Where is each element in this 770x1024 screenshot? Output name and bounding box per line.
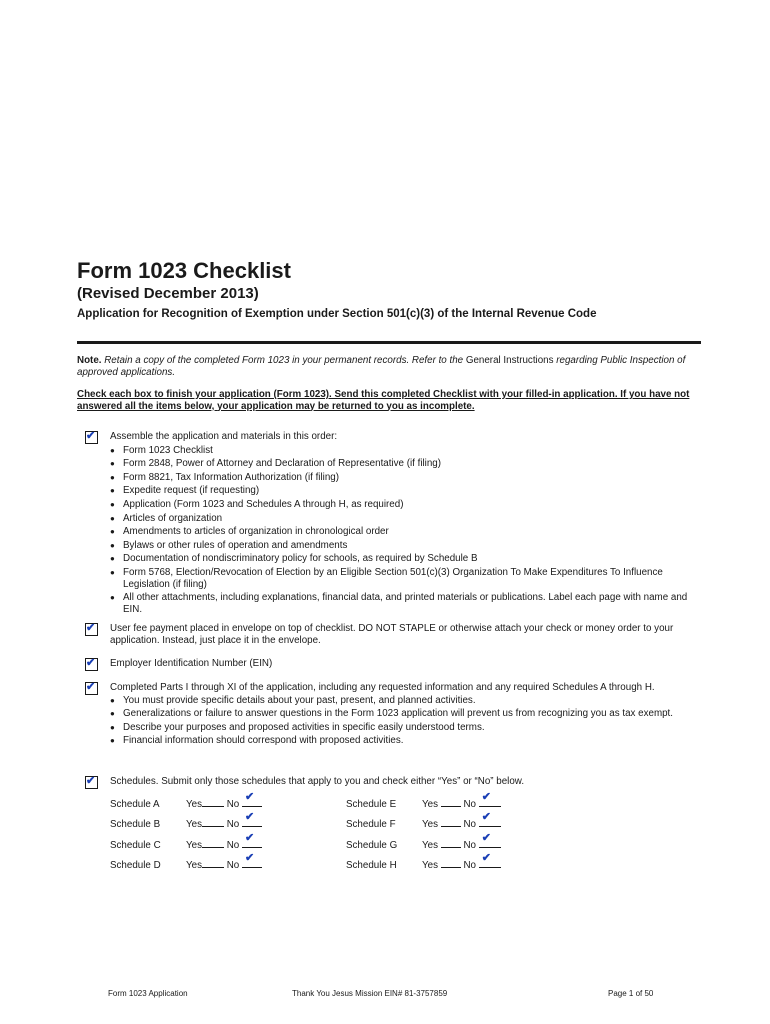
checkmark-icon: ✔: [481, 852, 491, 864]
no-label: No: [226, 860, 240, 871]
no-label: No: [226, 819, 240, 830]
no-label: No: [463, 819, 476, 830]
yes-label: Yes: [186, 840, 202, 851]
yes-answer-field[interactable]: [441, 796, 461, 807]
checkmark-icon: ✔: [481, 832, 491, 844]
footer-center: Thank You Jesus Mission EIN# 81-3757859: [292, 989, 448, 998]
list-item: ● Describe your purposes and proposed activities in specific easily understood terms.: [110, 722, 705, 734]
yes-label: Yes: [186, 819, 202, 830]
yes-answer-field[interactable]: [202, 816, 224, 827]
list-item: ● Form 2848, Power of Attorney and Declaration of Representative (if filing): [110, 458, 705, 470]
schedule-row: [110, 832, 262, 851]
schedule-row: [346, 832, 501, 851]
assemble-bullet-list: [110, 445, 705, 616]
checkbox-assemble[interactable]: [85, 431, 98, 444]
schedule-name: Schedule H: [346, 860, 397, 871]
list-item: ● Articles of organization: [110, 513, 705, 525]
footer-left: Form 1023 Application: [108, 989, 188, 998]
yes-label: Yes: [422, 840, 438, 851]
checklist-item-user-fee: [85, 623, 705, 646]
schedule-row: [110, 811, 262, 830]
no-label: No: [226, 799, 240, 810]
list-item: ● Form 1023 Checklist: [110, 445, 705, 457]
no-label: No: [463, 840, 476, 851]
checkmark-icon: ✔: [86, 622, 96, 634]
checklist-item-parts: [85, 682, 705, 749]
note-label: Note.: [77, 355, 102, 366]
list-item: ● You must provide specific details about your past, present, and planned activities.: [110, 695, 705, 707]
parts-bullet-list: [110, 695, 705, 747]
checkbox-user-fee[interactable]: [85, 623, 98, 636]
note-text-a: Retain a copy of the completed Form 1023 in your permanent records. Refer to the: [104, 355, 464, 366]
note-text-c: regarding Public Inspection of approved applications.: [77, 355, 686, 378]
schedule-row: [346, 852, 501, 871]
list-item: ● Expedite request (if requesting): [110, 485, 705, 497]
item-ein-text: Employer Identification Number (EIN): [110, 658, 273, 669]
list-item: ● Application (Form 1023 and Schedules A through H, as required): [110, 499, 705, 511]
form-revision: (Revised December 2013): [77, 285, 259, 302]
no-answer-field[interactable]: [242, 852, 262, 868]
divider-rule: [77, 341, 701, 344]
list-item: ● Bylaws or other rules of operation and amendments: [110, 540, 705, 552]
schedule-row: [110, 791, 262, 810]
list-item: ● Amendments to articles of organization in chronological order: [110, 526, 705, 538]
yes-label: Yes: [422, 799, 438, 810]
yes-answer-field[interactable]: [441, 837, 461, 848]
checklist-item-schedules: [85, 776, 705, 788]
checkmark-icon: ✔: [244, 832, 255, 844]
checkmark-icon: ✔: [244, 791, 255, 803]
schedule-name: Schedule E: [346, 799, 397, 810]
checkbox-parts[interactable]: [85, 682, 98, 695]
no-answer-field[interactable]: [479, 852, 501, 868]
item-schedules-text: Schedules. Submit only those schedules that apply to you and check either “Yes” or “No” below.: [110, 776, 525, 787]
checkmark-icon: ✔: [244, 852, 255, 864]
checkmark-icon: ✔: [481, 811, 491, 823]
schedule-row: [346, 791, 501, 810]
no-answer-field[interactable]: [479, 811, 501, 827]
yes-label: Yes: [422, 819, 438, 830]
list-item: ● Form 5768, Election/Revocation of Election by an Eligible Section 501(c)(3) Organization To Make Expenditures To Influence Legislation (if filing): [110, 567, 705, 590]
list-item: ● Form 8821, Tax Information Authorization (if filing): [110, 472, 705, 484]
footer-page-number: Page 1 of 50: [608, 989, 654, 998]
schedule-name: Schedule A: [110, 799, 160, 810]
item-assemble-text: Assemble the application and materials in this order:: [110, 431, 338, 442]
list-item: ● Financial information should correspond with proposed activities.: [110, 735, 705, 747]
checkmark-icon: ✔: [86, 430, 96, 442]
checkmark-icon: ✔: [86, 657, 96, 669]
yes-answer-field[interactable]: [202, 837, 224, 848]
note-text-b: General Instructions: [465, 355, 554, 366]
yes-answer-field[interactable]: [441, 857, 461, 868]
note-paragraph: [77, 355, 697, 379]
yes-answer-field[interactable]: [202, 857, 224, 868]
no-label: No: [463, 799, 476, 810]
no-label: No: [463, 860, 476, 871]
checklist-instruction: Check each box to finish your application (Form 1023). Send this completed Checklist with your filled-in application. If you have not answered all the items below, your application may be returned to you as incomplete.: [77, 389, 690, 412]
item-user-fee-text: User fee payment placed in envelope on top of checklist. DO NOT STAPLE or otherwise attach your check or money order to your application. Instead, just place it in the envelope.: [110, 623, 674, 646]
item-parts-text: Completed Parts I through XI of the application, including any requested information and any required Schedules A through H.: [110, 682, 655, 693]
no-answer-field[interactable]: [242, 811, 262, 827]
checkmark-icon: ✔: [481, 791, 491, 803]
schedule-name: Schedule D: [110, 860, 161, 871]
checkmark-icon: ✔: [86, 775, 96, 787]
list-item: ● All other attachments, including explanations, financial data, and printed materials or publications. Label each page with name and EIN.: [110, 592, 705, 615]
checkbox-schedules[interactable]: [85, 776, 98, 789]
schedule-name: Schedule F: [346, 819, 396, 830]
yes-answer-field[interactable]: [441, 816, 461, 827]
yes-answer-field[interactable]: [202, 796, 224, 807]
application-description: Application for Recognition of Exemption under Section 501(c)(3) of the Internal Revenue Code: [77, 308, 597, 320]
no-answer-field[interactable]: [479, 791, 501, 807]
no-answer-field[interactable]: [242, 791, 262, 807]
checkmark-icon: ✔: [86, 681, 96, 693]
schedule-name: Schedule C: [110, 840, 161, 851]
yes-label: Yes: [186, 860, 202, 871]
form-title: Form 1023 Checklist: [77, 258, 291, 283]
yes-label: Yes: [186, 799, 202, 810]
checkbox-ein[interactable]: [85, 658, 98, 671]
schedule-name: Schedule G: [346, 840, 398, 851]
schedule-name: Schedule B: [110, 819, 161, 830]
schedule-row: [110, 852, 262, 871]
checklist-item-assemble: [85, 431, 705, 617]
checklist-item-ein: [85, 658, 705, 670]
list-item: ● Documentation of nondiscriminatory policy for schools, as required by Schedule B: [110, 553, 705, 565]
no-answer-field[interactable]: [242, 832, 262, 848]
checkmark-icon: ✔: [244, 811, 255, 823]
no-label: No: [226, 840, 240, 851]
list-item: ● Generalizations or failure to answer questions in the Form 1023 application will prevent us from recognizing you as tax exempt.: [110, 708, 705, 720]
schedule-row: [346, 811, 501, 830]
yes-label: Yes: [422, 860, 438, 871]
no-answer-field[interactable]: [479, 832, 501, 848]
